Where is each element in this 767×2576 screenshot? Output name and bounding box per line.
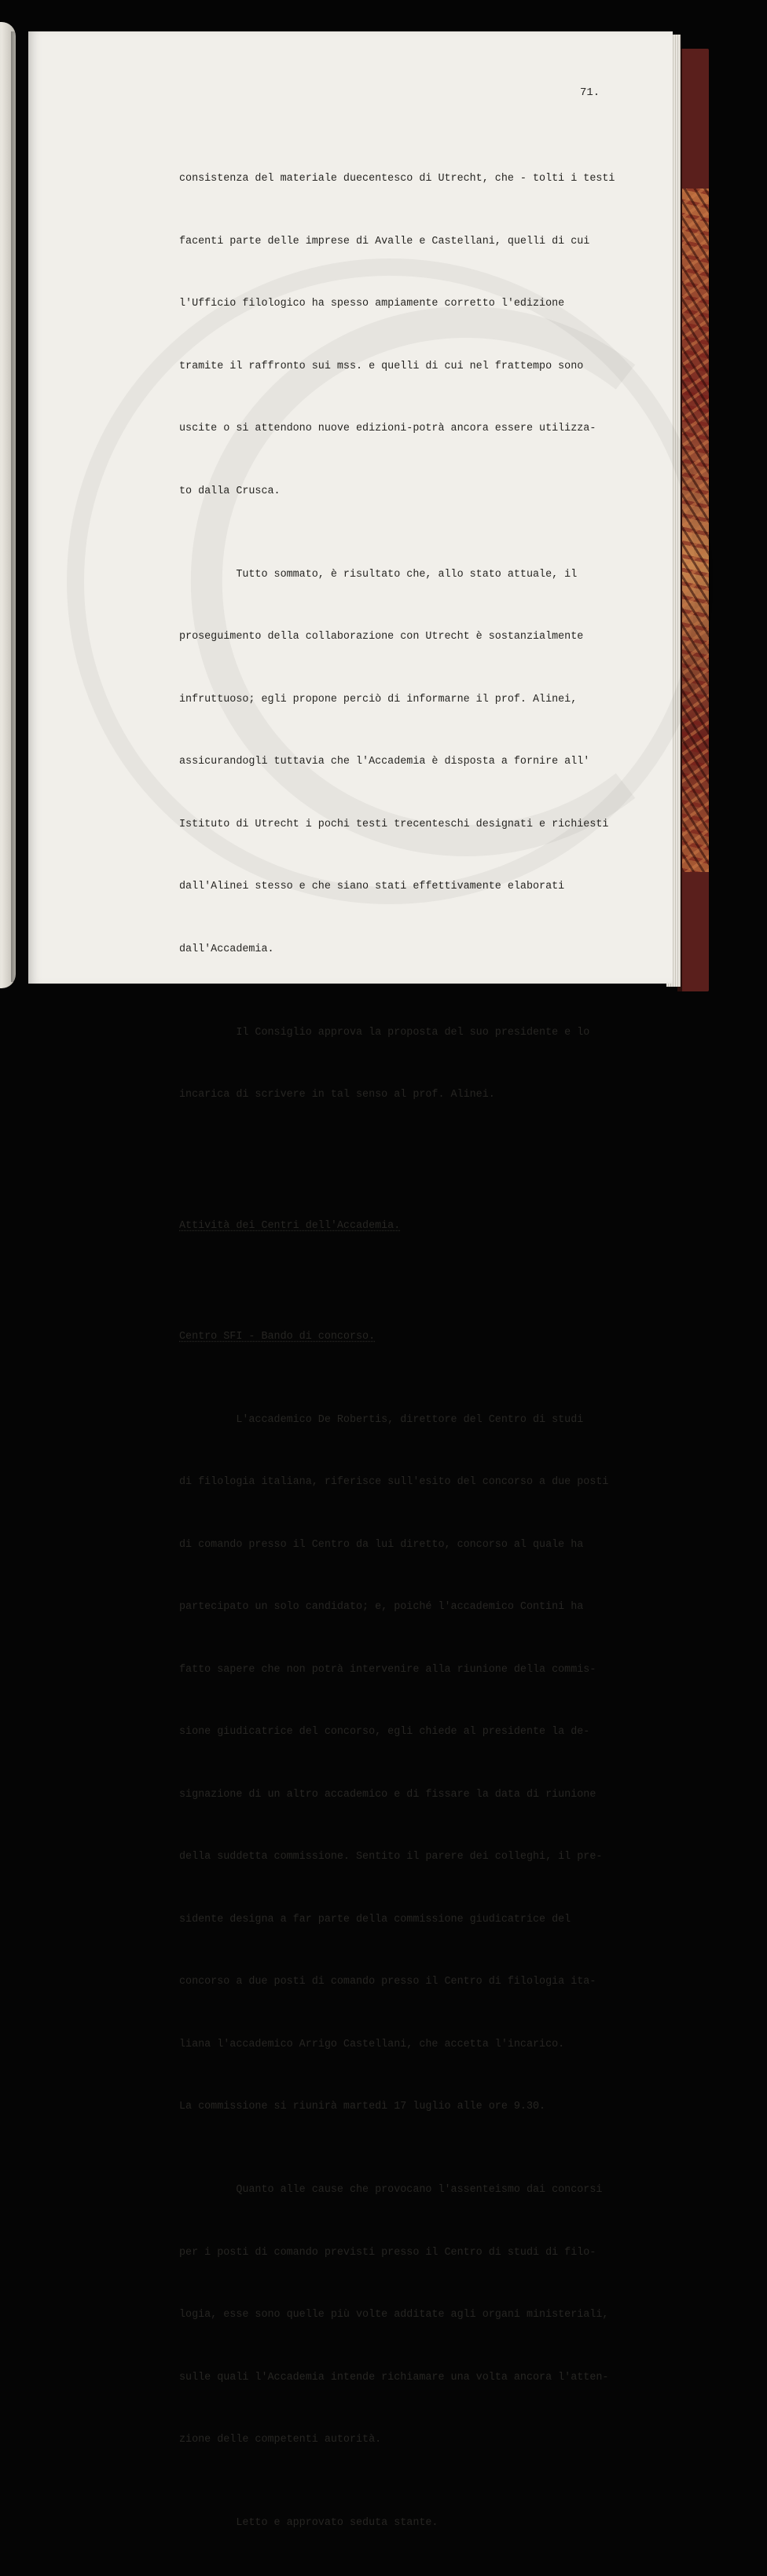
subsection-heading: Centro SFI - Bando di concorso.: [179, 1330, 376, 1343]
page-number: 71.: [580, 86, 600, 99]
text-line: La commissione si riunirà martedì 17 luglio alle ore 9.30.: [179, 2101, 546, 2112]
text-line: della suddetta commissione. Sentito il parere dei colleghi, il pre-: [179, 1851, 603, 1863]
text-line: logia, esse sono quelle più volte additate agli organi ministeriali,: [179, 2309, 609, 2321]
text-line: tramite il raffronto sui mss. e quelli di cui nel frattempo sono: [179, 360, 584, 372]
text-line: di comando presso il Centro da lui diretto, concorso al quale ha: [179, 1538, 584, 1551]
text-line: fatto sapere che non potrà intervenire alla riunione della commis-: [179, 1663, 596, 1676]
text-line: sione giudicatrice del concorso, egli chiede al presidente la de-: [179, 1726, 590, 1738]
text-line: dall'Alinei stesso e che siano stati effettivamente elaborati: [179, 881, 565, 892]
text-line: partecipato un solo candidato; e, poiché l'accademico Contini ha: [179, 1601, 584, 1613]
spacer: [179, 1279, 619, 1285]
text-line: Tutto sommato, è risultato che, allo stato attuale, il: [179, 568, 578, 581]
text-line: Quanto alle cause che provocano l'assenteismo dai concorsi: [179, 2184, 603, 2196]
text-line: liana l'accademico Arrigo Castellani, che accetta l'incarico.: [179, 2038, 565, 2050]
text-line: Il Consiglio approva la proposta del suo presidente e lo: [179, 1026, 590, 1039]
typed-text: [179, 127, 619, 2576]
section-heading: Attività dei Centri dell'Accademia.: [179, 1220, 401, 1232]
text-line: l'Ufficio filologico ha spesso ampiamente corretto l'edizione: [179, 298, 565, 310]
text-line: per i posti di comando previsti presso il Centro di studi di filo-: [179, 2246, 596, 2259]
text-line: sidente designa a far parte della commissione giudicatrice del: [179, 1913, 571, 1926]
text-line: to dalla Crusca.: [179, 485, 281, 497]
marbled-endpaper: [682, 189, 709, 872]
text-line: concorso a due posti di comando presso il Centro di filologia ita-: [179, 1976, 596, 1988]
text-line: infruttuoso; egli propone perciò di informarne il prof. Alinei,: [179, 693, 578, 705]
text-line: facenti parte delle imprese di Avalle e Castellani, quelli di cui: [179, 235, 590, 247]
gutter-shadow: [11, 31, 17, 982]
text-line: di filologia italiana, riferisce sull'esito del concorso a due posti: [179, 1476, 609, 1488]
text-line: proseguimento della collaborazione con Utrecht è sostanzialmente: [179, 631, 584, 643]
text-line: sulle quali l'Accademia intende richiamare una volta ancora l'atten-: [179, 2371, 609, 2384]
text-line: Istituto di Utrecht i pochi testi trecenteschi designati e richiesti: [179, 818, 609, 830]
text-line: consistenza del materiale duecentesco di Utrecht, che - tolti i testi: [179, 173, 615, 185]
text-line: signazione di un altro accademico e di fissare la data di riunione: [179, 1788, 596, 1801]
text-line: Letto e approvato seduta stante.: [179, 2517, 439, 2529]
text-line: incarica di scrivere in tal senso al prof. Alinei.: [179, 1089, 495, 1101]
spacer: [179, 1168, 619, 1174]
text-line: uscite o si attendono nuove edizioni-potrà ancora essere utilizza-: [179, 423, 596, 434]
text-line: dall'Accademia.: [179, 943, 274, 955]
text-line: zione delle competenti autorità.: [179, 2434, 382, 2446]
text-line: L'accademico De Robertis, direttore del Centro di studi: [179, 1413, 584, 1426]
text-line: assicurandogli tuttavia che l'Accademia è disposta a fornire all': [179, 756, 590, 768]
